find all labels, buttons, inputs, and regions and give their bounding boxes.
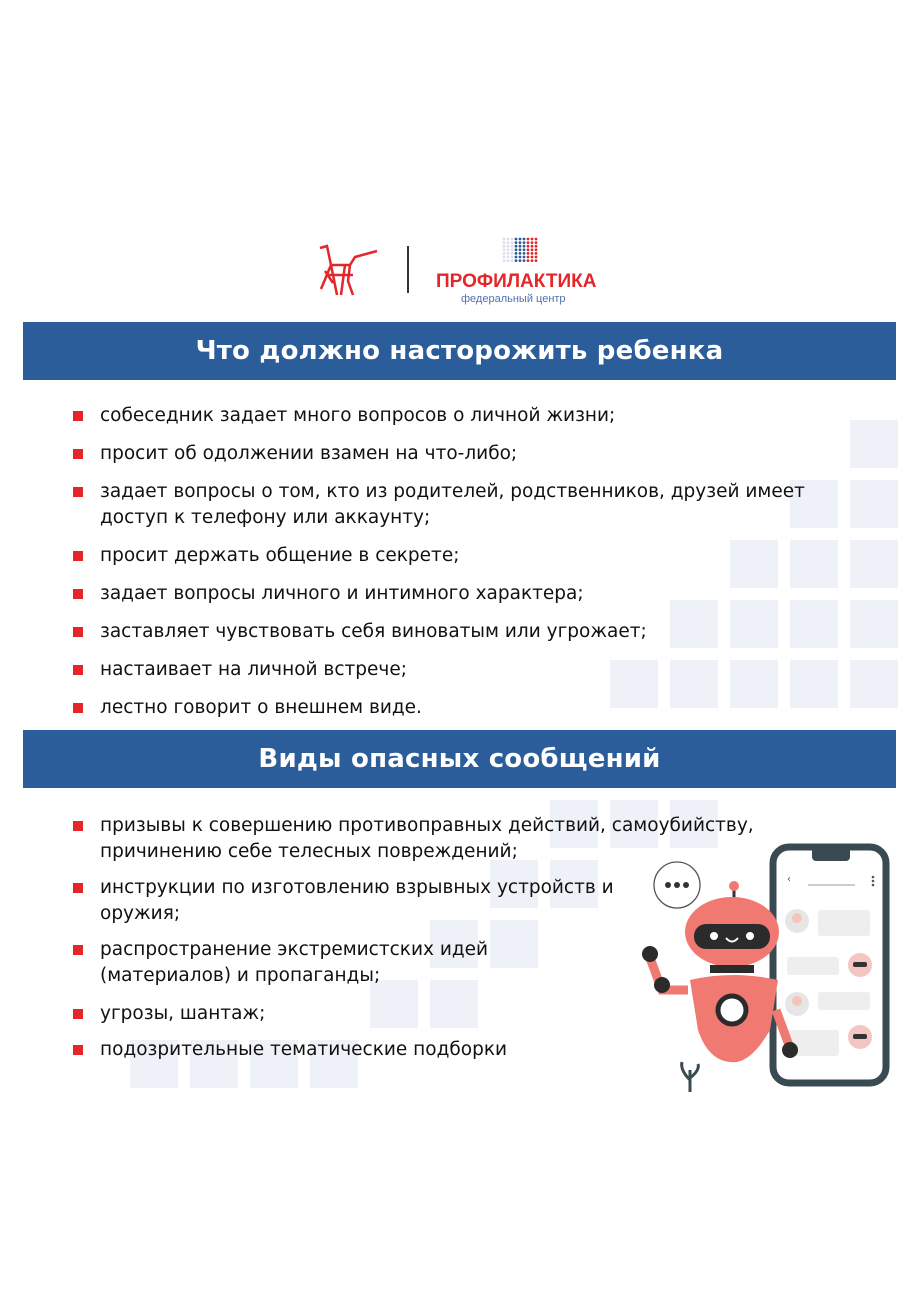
flag-dot <box>531 241 534 244</box>
list-item: призывы к совершению противоправных действий, самоубийству, причинению себе телесных повреждений; <box>70 813 840 865</box>
flag-dot <box>507 241 510 244</box>
flag-dot <box>503 248 506 251</box>
flag-dot <box>523 241 526 244</box>
flag-dot <box>523 256 526 259</box>
flag-dot <box>507 259 510 262</box>
flag-dot <box>535 245 538 248</box>
flag-dot <box>523 259 526 262</box>
flag-dot <box>511 245 514 248</box>
flag-dot <box>523 238 526 241</box>
bullet-icon <box>73 627 83 637</box>
bullet-icon <box>73 703 83 713</box>
flag-dot <box>503 259 506 262</box>
flag-dot <box>507 256 510 259</box>
bullet-icon <box>73 945 83 955</box>
flag-dot <box>507 248 510 251</box>
list-item: задает вопросы личного и интимного характера; <box>70 581 820 607</box>
flag-dot <box>515 256 518 259</box>
bullet-icon <box>73 411 83 421</box>
bullet-icon <box>73 883 83 893</box>
list-item: настаивает на личной встрече; <box>70 657 820 683</box>
svg-text:‹: ‹ <box>787 874 791 885</box>
flag-dot <box>511 241 514 244</box>
flag-dot <box>531 259 534 262</box>
flag-dot <box>535 256 538 259</box>
flag-dot <box>503 256 506 259</box>
flag-dot <box>519 245 522 248</box>
list-item: распространение экстремистских идей (материалов) и пропаганды; <box>70 937 560 989</box>
list-item: собеседник задает много вопросов о личной жизни; <box>70 403 820 429</box>
background-square <box>850 540 898 588</box>
background-square <box>850 600 898 648</box>
flag-dot <box>515 248 518 251</box>
flag-dot <box>511 238 514 241</box>
background-square <box>850 480 898 528</box>
section-header: Виды опасных сообщений <box>23 730 896 788</box>
flag-dot <box>527 259 530 262</box>
flag-dot <box>527 245 530 248</box>
flag-dot <box>515 241 518 244</box>
flag-dot <box>531 245 534 248</box>
flag-dots-icon <box>501 236 539 264</box>
list-item: просит держать общение в секрете; <box>70 543 820 569</box>
flag-dot <box>515 259 518 262</box>
flag-dot <box>535 241 538 244</box>
background-square <box>850 420 898 468</box>
background-square <box>850 660 898 708</box>
flag-dot <box>535 259 538 262</box>
list-item: подозрительные тематические подборки <box>70 1037 840 1063</box>
list-item: угрозы, шантаж; <box>70 1001 840 1027</box>
flag-dot <box>519 248 522 251</box>
flag-dot <box>523 252 526 255</box>
flag-dot <box>511 252 514 255</box>
flag-dot <box>527 238 530 241</box>
flag-dot <box>503 241 506 244</box>
flag-dot <box>519 238 522 241</box>
list-item: просит об одолжении взамен на что-либо; <box>70 441 820 467</box>
bullet-icon <box>73 1045 83 1055</box>
bullet-icon <box>73 821 83 831</box>
flag-dot <box>507 238 510 241</box>
flag-dot <box>507 252 510 255</box>
horse-logo-icon <box>315 243 380 298</box>
flag-dot <box>515 252 518 255</box>
flag-dot <box>535 248 538 251</box>
flag-dot <box>531 256 534 259</box>
flag-dot <box>527 241 530 244</box>
flag-dot <box>531 252 534 255</box>
logo-divider <box>407 246 409 293</box>
bullet-icon <box>73 589 83 599</box>
flag-dot <box>519 259 522 262</box>
flag-dot <box>511 259 514 262</box>
flag-dot <box>507 245 510 248</box>
flag-dot <box>515 245 518 248</box>
flag-dot <box>515 238 518 241</box>
flag-dot <box>527 256 530 259</box>
flag-dot <box>535 238 538 241</box>
list-item: заставляет чувствовать себя виноватым или угрожает; <box>70 619 820 645</box>
bullet-icon <box>73 487 83 497</box>
flag-dot <box>519 252 522 255</box>
brand-subtitle: федеральный центр <box>461 293 566 305</box>
flag-dot <box>511 256 514 259</box>
bullet-icon <box>73 449 83 459</box>
brand-name: ПРОФИЛАКТИКА <box>436 271 597 292</box>
flag-dot <box>535 252 538 255</box>
flag-dot <box>503 252 506 255</box>
list-item: задает вопросы о том, кто из родителей, родственников, друзей имеет доступ к телефону или аккаунту; <box>70 479 820 531</box>
flag-dot <box>527 248 530 251</box>
flag-dot <box>523 245 526 248</box>
robot-chat-illustration <box>630 830 900 1100</box>
bullet-icon <box>73 665 83 675</box>
list-item: инструкции по изготовлению взрывных устройств и оружия; <box>70 875 660 927</box>
flag-dot <box>503 238 506 241</box>
section-header: Что должно насторожить ребенка <box>23 322 896 380</box>
flag-dot <box>531 238 534 241</box>
flag-dot <box>527 252 530 255</box>
flag-dot <box>519 256 522 259</box>
bullet-icon <box>73 1009 83 1019</box>
flag-dot <box>511 248 514 251</box>
flag-dot <box>531 248 534 251</box>
flag-dot <box>523 248 526 251</box>
flag-dot <box>503 245 506 248</box>
bullet-icon <box>73 551 83 561</box>
warning-signs-list <box>70 403 820 721</box>
list-item: лестно говорит о внешнем виде. <box>70 695 820 721</box>
flag-dot <box>519 241 522 244</box>
